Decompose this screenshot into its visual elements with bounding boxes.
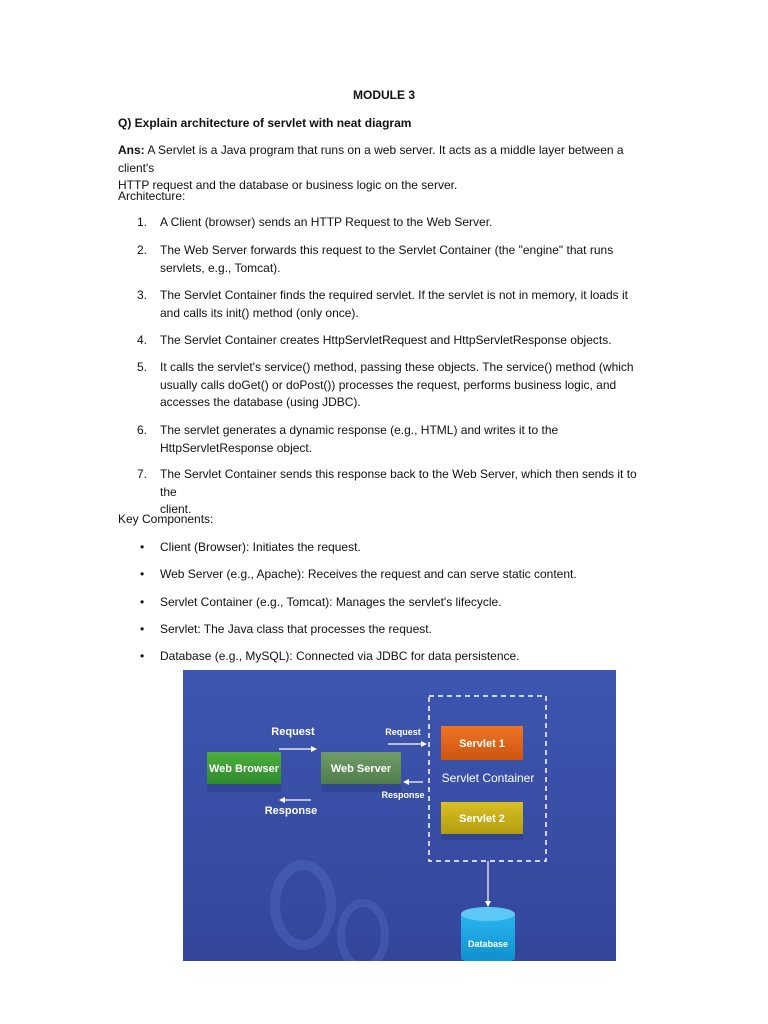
web-server-label: Web Server — [330, 763, 392, 775]
bullet-icon: • — [140, 540, 145, 554]
web-browser-label: Web Browser — [208, 763, 280, 775]
step-number: 4. — [137, 333, 148, 347]
step-number: 3. — [137, 288, 148, 302]
web-browser-shadow — [207, 784, 281, 792]
database-label: Database — [467, 939, 509, 949]
step-line: servlets, e.g., Tomcat). — [160, 260, 281, 275]
step-text — [160, 242, 656, 277]
database-icon — [461, 907, 515, 961]
step-number: 5. — [137, 360, 148, 374]
architecture-heading: Architecture: — [118, 189, 186, 203]
step-number: 1. — [137, 215, 148, 229]
response-small-label: Response — [381, 790, 425, 800]
diagram-svg — [183, 670, 616, 961]
step-line: The Web Server forwards this request to the Servlet Container (the "engine" that runs — [160, 243, 614, 257]
step-line: The Servlet Container finds the required servlet. If the servlet is not in memory, it loads it — [160, 288, 628, 302]
response-label: Response — [264, 805, 318, 817]
bullet-icon: • — [140, 567, 145, 581]
bullet-icon: • — [140, 595, 145, 609]
component-item: Servlet Container (e.g., Tomcat): Manages the servlet's lifecycle. — [160, 595, 502, 609]
component-item: Client (Browser): Initiates the request. — [160, 540, 361, 554]
page-title: MODULE 3 — [352, 88, 415, 102]
step-number: 6. — [137, 423, 148, 437]
step-line: A Client (browser) sends an HTTP Request to the Web Server. — [160, 215, 493, 229]
step-line: The Servlet Container creates HttpServletRequest and HttpServletResponse objects. — [160, 333, 612, 347]
request-label: Request — [271, 726, 315, 738]
bullet-icon: • — [140, 622, 145, 636]
step-line: HttpServletResponse object. — [160, 440, 313, 455]
step-number: 2. — [137, 243, 148, 257]
step-line: and calls its init() method (only once). — [160, 305, 359, 320]
step-line: It calls the servlet's service() method, passing these objects. The service() method (which — [160, 360, 634, 374]
diagram-background — [183, 670, 616, 961]
step-line: accesses the database (using JDBC). — [160, 395, 361, 409]
servlet-1-label: Servlet 1 — [459, 738, 505, 750]
component-item: Servlet: The Java class that processes the request. — [160, 622, 432, 636]
step-line: usually calls doGet() or doPost()) processes the request, performs business logic, and — [160, 377, 617, 392]
step-text — [160, 359, 656, 412]
request-small-label: Request — [385, 727, 421, 737]
answer-paragraph — [118, 142, 658, 195]
step-line: The servlet generates a dynamic response (e.g., HTML) and writes it to the — [160, 423, 559, 437]
step-number: 7. — [137, 467, 148, 481]
bullet-icon: • — [140, 649, 145, 663]
component-item: Web Server (e.g., Apache): Receives the request and can serve static content. — [160, 567, 577, 581]
component-item: Database (e.g., MySQL): Connected via JDBC for data persistence. — [160, 649, 520, 663]
answer-label: Ans: — [118, 143, 145, 157]
step-text — [160, 214, 656, 232]
step-text — [160, 422, 656, 457]
step-line: client. — [160, 502, 192, 516]
step-line: The Servlet Container sends this response back to the Web Server, which then sends it to the — [160, 467, 637, 499]
servlet-2-label: Servlet 2 — [459, 813, 505, 825]
servlet-container-label: Servlet Container — [441, 771, 535, 785]
step-text — [160, 287, 656, 322]
key-components-heading: Key Components: — [118, 512, 214, 526]
answer-line-1: A Servlet is a Java program that runs on a web server. It acts as a middle layer between a client's — [118, 143, 624, 175]
step-text — [160, 332, 656, 350]
question-heading: Q) Explain architecture of servlet with neat diagram — [118, 116, 412, 130]
servlet-architecture-diagram — [183, 670, 616, 961]
servlet-2-shadow — [441, 834, 523, 840]
answer-line-2: HTTP request and the database or business logic on the server. — [118, 178, 458, 192]
